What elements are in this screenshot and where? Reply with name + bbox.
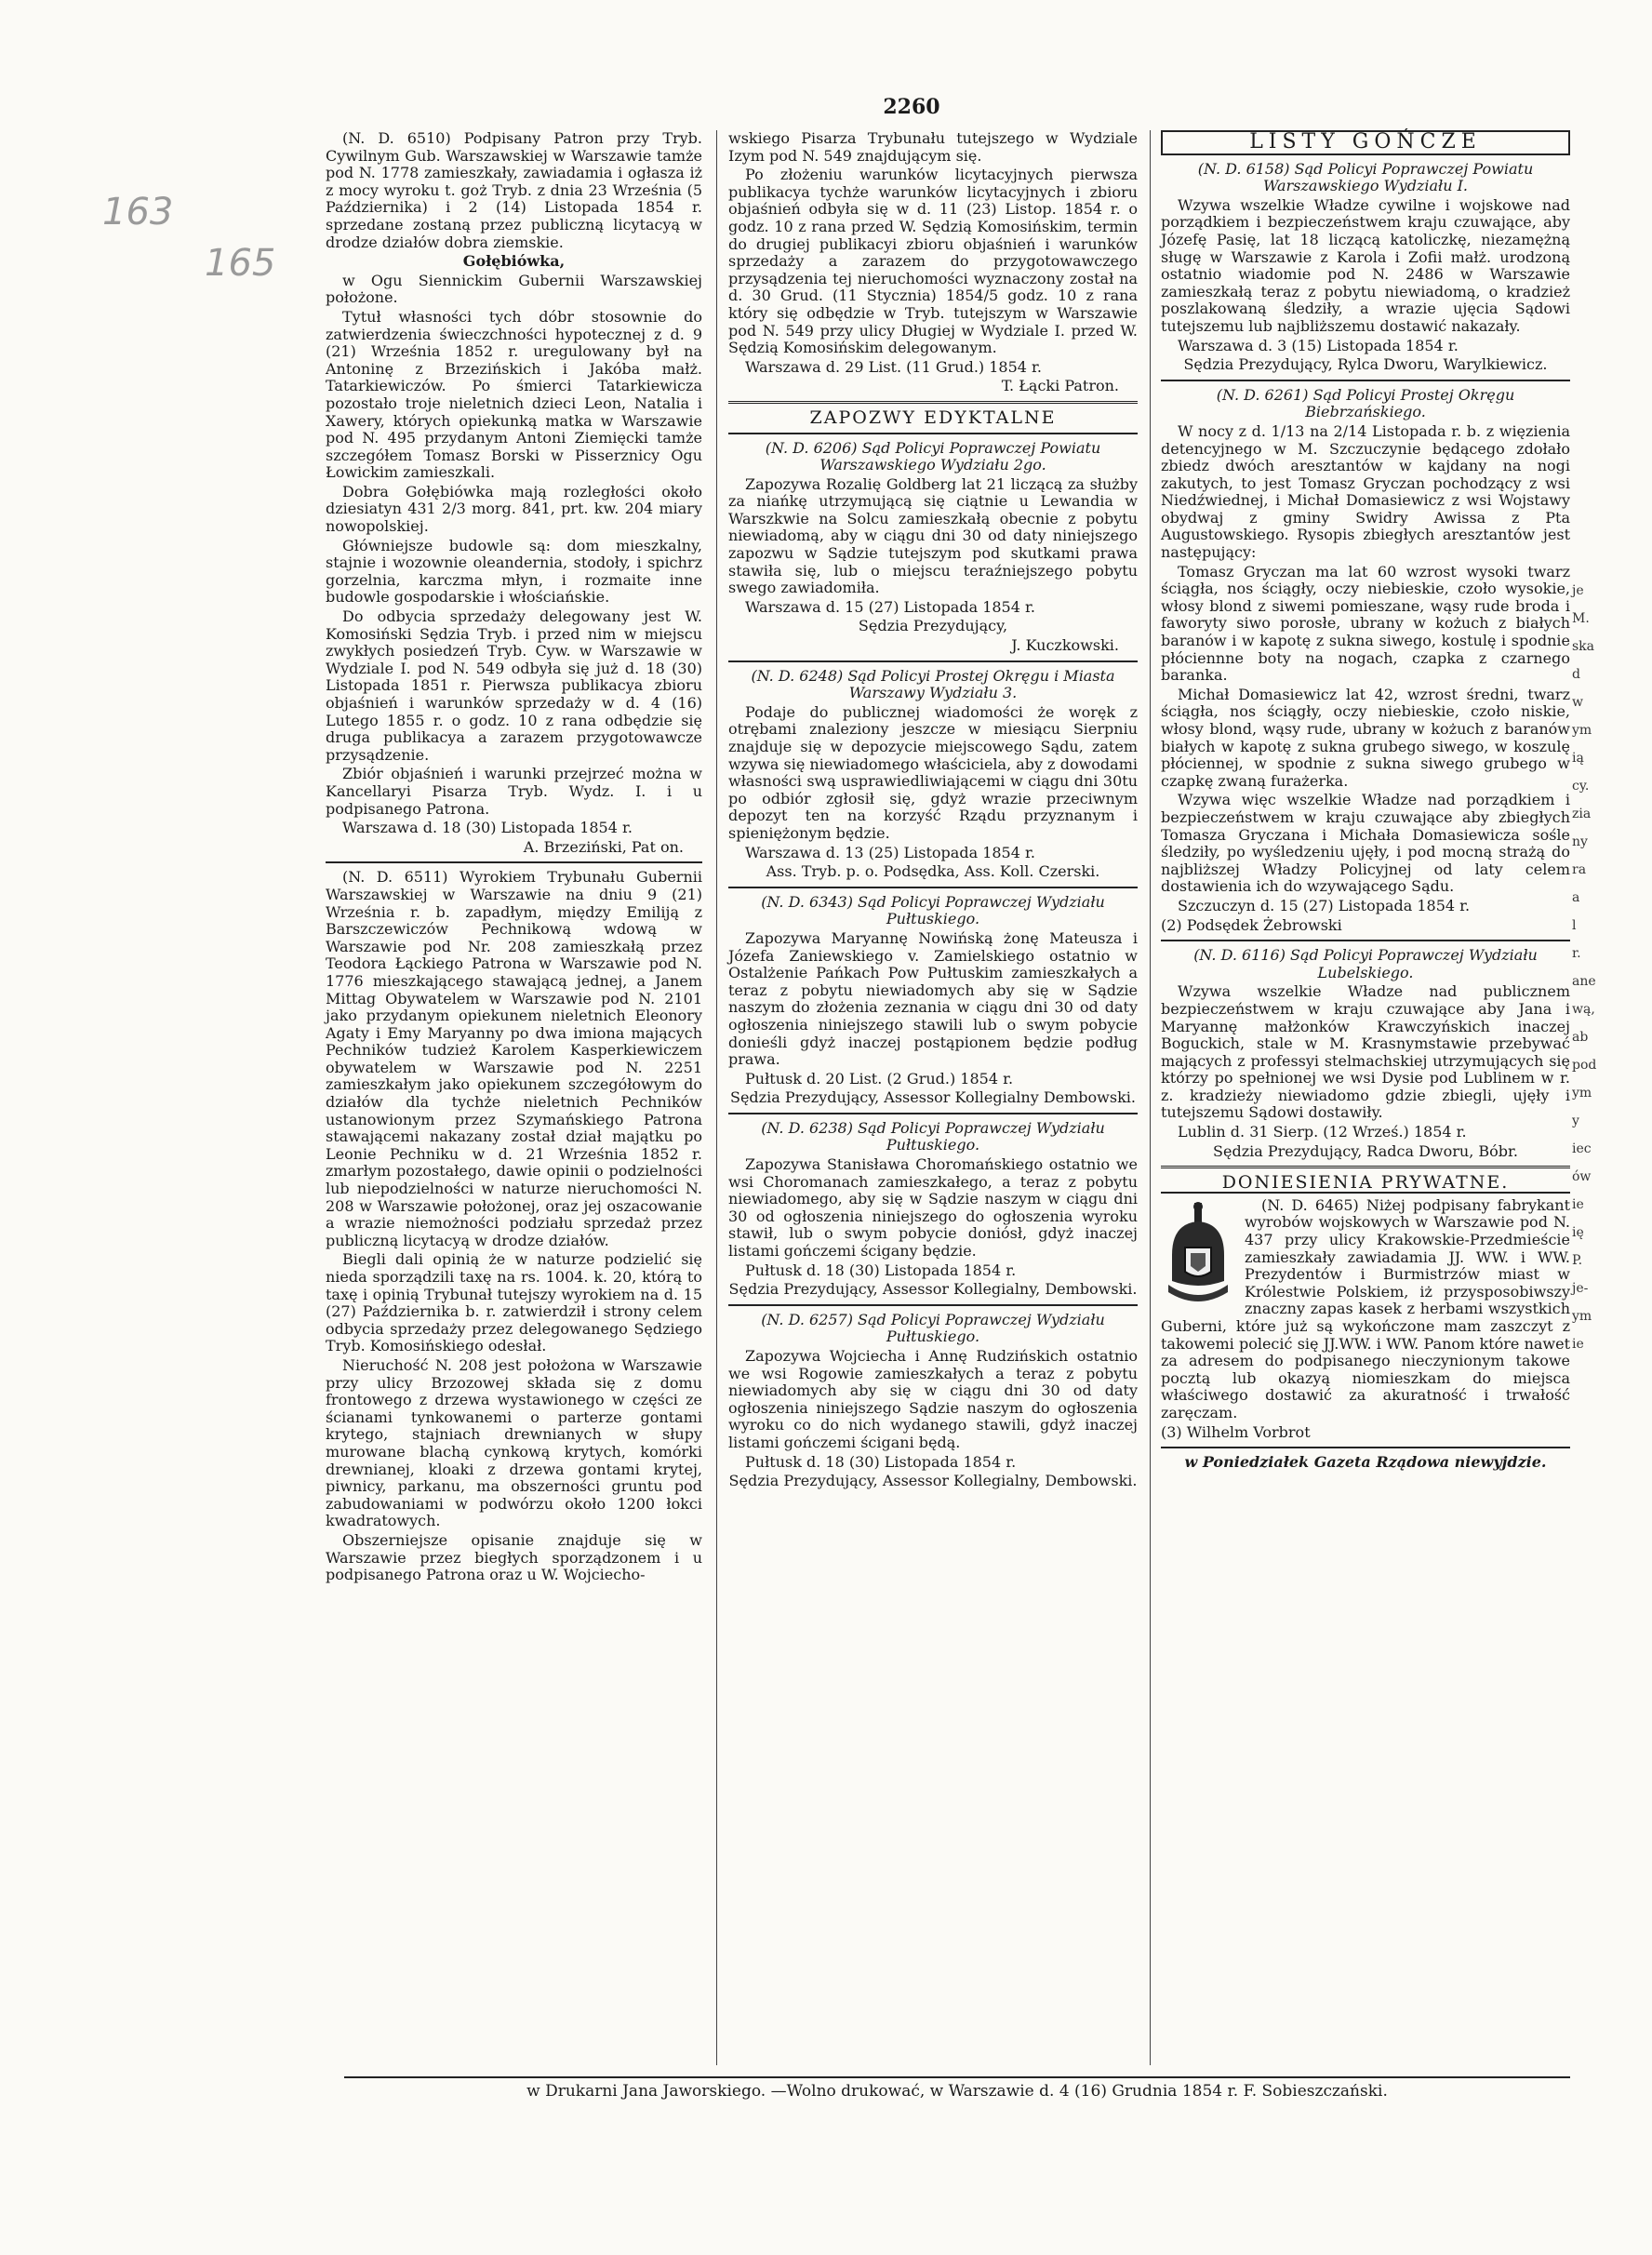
notice-text: Wzywa wszelkie Władze cywilne i wojskowe nad porządkiem i bezpieczeństwem kraju czuwające, aby Józefę Pasię, lat 18 liczącą katoliczkę, niezamężną sługę w Warszawie z Karola i Zofii małż. urodzoną ostatnio wiadomie pod N. 2486 w Warszawie zamieszkałą teraz z pobytu niewiadomą, o kradzież poszlakowaną śledziły, a wrazie ujęcia Sądowi tutejszemu lub najbliższemu dostawić nakazały. (1161, 195, 1570, 335)
notice-signature: A. Brzeziński, Pat on. (523, 837, 684, 856)
section-header-edicts: ZAPOZWY EDYKTALNE (809, 407, 1057, 428)
notice-signature: (2) Podsędek Żebrowski (1161, 915, 1342, 934)
edge-fragment: ane (1572, 974, 1596, 989)
edge-fragment: ym (1572, 1086, 1592, 1101)
notice-signature: Sędzia Prezydujący, Radca Dworu, Bóbr. (1213, 1141, 1518, 1160)
column-2 (728, 130, 1138, 1496)
edge-fragment: je (1572, 583, 1584, 598)
notice-date: Warszawa d. 18 (30) Listopada 1854 r. (342, 819, 633, 837)
edge-fragment: ra (1572, 862, 1587, 877)
edge-fragment: cy. (1572, 779, 1590, 794)
divider (728, 887, 1138, 888)
notice-text: Biegli dali opinią że w naturze podzielić się nieda sporządzili taxę na rs. 1004. k. 20, którą to taxę i opinią Trybunał tutejszy wyrokiem na d. 15 (27) Października b. r. zatwierdził i strony celem odbycia sprzedaży przez delegowanego Sędziego Tryb. Komosińskiego odesłał. (326, 1250, 702, 1355)
notice-date: Pułtusk d. 18 (30) Listopada 1854 r. (745, 1261, 1017, 1279)
section-header-wanted: LISTY GOŃCZE (1161, 130, 1570, 155)
notice-6257 (728, 1312, 1138, 1490)
notice-text: Zapozywa Maryannę Nowińską żonę Mateusza i Józefa Zaniewskiego v. Zamielskiego ostatnio w Ostalżenie Pańkach Pow Pułtuskim zamieszkałych a teraz z pobytu niewiadomych aby się w Sądzie naszym do złożenia zeznania w ciągu dni 30 od daty ogłoszenia niniejszego stawili lub o swym pobycie donieśli gdyż inaczej postąpionem będzie podług prawa. (728, 928, 1138, 1069)
court-name: (N. D. 6261) Sąd Policyi Prostej Okręgu Biebrzańskiego. (1216, 385, 1515, 421)
notice-6510 (326, 130, 702, 856)
edge-fragment: w (1572, 695, 1583, 710)
divider (728, 660, 1138, 662)
court-name: (N. D. 6206) Sąd Policyi Poprawczej Powiatu Warszawskiego Wydziału 2go. (765, 438, 1101, 474)
section-header-private: DONIESIENIA PRYWATNE. (1161, 1174, 1570, 1194)
notice-text: Dobra Gołębiówka mają rozległości około dziesiatyn 431 2/3 morg. 841, prt. kw. 204 miary nowopolskiej. (326, 482, 702, 536)
court-name: (N. D. 6343) Sąd Policyi Poprawczej Wydziału Pułtuskiego. (761, 892, 1105, 928)
edge-fragment: P. (1572, 1253, 1583, 1268)
notice-text: Nieruchość N. 208 jest położona w Warszawie przy ulicy Brzozowej składa się z domu frontowego z drzewa wystawionego w części ze ścianami tynkowanemi o parterze gontami krytego, stajniach drewnianych w słupy murowane blachą cynkową krytych, komórki drewnianej, kloaki z drzewa gontami krytej, piwnicy, parkanu, ma obszerności gruntu pod zabudowaniami w podwórzu około 1200 łokci kwadratowych. (326, 1355, 702, 1530)
notice-6511 (326, 869, 702, 1583)
edge-fragment: ią (1572, 751, 1584, 766)
notice-6206 (728, 440, 1138, 655)
divider (326, 861, 702, 863)
divider (728, 433, 1138, 434)
column-1 (326, 130, 702, 1590)
divider (728, 1113, 1138, 1114)
edge-fragment: d (1572, 667, 1580, 682)
notice-text: Podaje do publicznej wiadomości że woręk z otrębami znaleziony jeszcze w miesiącu Sierpniu znajduje się w depozycie miejscowego Sądu, zatem wzywa się niewiadomego właściciela, aby z dowodami własności swą usprawiedliwiającemi w ciągu dni 30tu po odbiór zgłosił się, gdyż wrazie przeciwnym depozyt ten na korzyść Rządu przyznanym i spieniężonym będzie. (728, 702, 1138, 842)
notice-text: Tomasz Gryczan ma lat 60 wzrost wysoki twarz ściągła, nos ściągły, oczy niebieskie, czoło wysokie, włosy blond z siwemi pomieszane, wąsy rude broda i faworyty siwo porosłe, ubrany w kożuch z białych baranów i w kapotę z sukna siwego, kostulę i spodnie płóciennne boty na nogach, czapka z czarnego baranka. (1161, 562, 1570, 685)
notice-date: Warszawa d. 15 (27) Listopada 1854 r. (745, 597, 1035, 616)
notice-date: Szczuczyn d. 15 (27) Listopada 1854 r. (1178, 896, 1471, 914)
notice-text: wskiego Pisarza Trybunału tutejszego w Wydziale Izym pod N. 549 znajdującym się. (728, 129, 1138, 165)
notice-date: Warszawa d. 29 List. (11 Grud.) 1854 r. (745, 357, 1043, 376)
notice-6465 (1161, 1197, 1570, 1441)
notice-6248 (728, 668, 1138, 881)
notice-date: Lublin d. 31 Sierp. (12 Wrześ.) 1854 r. (1178, 1123, 1467, 1141)
edge-fragment: ów (1572, 1169, 1592, 1184)
column-divider (716, 130, 717, 2065)
notice-6511-continued (728, 130, 1138, 395)
pencil-mark: 165 (205, 242, 276, 285)
edge-fragment: ab (1572, 1030, 1589, 1045)
adjacent-page-fragments (1572, 577, 1628, 1833)
edge-fragment: a (1572, 890, 1580, 905)
court-name: (N. D. 6158) Sąd Policyi Poprawczej Powiatu Warszawskiego Wydziału I. (1197, 159, 1534, 195)
edge-fragment: wą, (1572, 1002, 1595, 1017)
notice-text: (N. D. 6511) Wyrokiem Trybunału Gubernii Warszawskiej w Warszawie na dniu 9 (21) Września r. b. zapadłym, między Emiliją z Barszczewiczów Pechnikową wdową w Warszawie pod Nr. 208 zamieszkałą przez Teodora Łąckiego Patrona w Warszawie pod N. 1776 mieszkającego stawającą jednej, a Janem Mittag Obywatelem w Warszawie pod N. 2101 jako przydanym opiekunem nieletnich Eleonory Agaty i Emy Maryanny po dwa imiona mających Pechników tudzież Karolem Kasperkiewiczem obywatelem w Warszawie pod N. 2251 zamieszkałym jako opiekunem szczegółowym do działów dla tychże nieletnich Pechników ustanowionym przez Szymańskiego Patrona stawającemi nakazany został dział majątku po Leonie Pechniku w d. 21 Września 1852 r. zmarłym pozostałego, dawie opinii o podzielności lub niepodzielności w naturze nieruchomości N. 208 w Warszawie położonej, oraz jej oszacowanie a wrazie niemożności podziału sprzedaż przez publiczną licytacyą w drodze działów. (326, 868, 702, 1249)
estate-name: Gołębiówka, (462, 252, 566, 271)
pencil-mark: 163 (102, 191, 174, 234)
notice-signature: Ass. Tryb. p. o. Podsędka, Ass. Koll. Czerski. (766, 862, 1100, 881)
closing-note: w Poniedziałek Gazeta Rządowa niewyjdzie. (1184, 1453, 1547, 1472)
notice-text: Zapozywa Stanisława Choromańskiego ostatnio we wsi Choromanach zamieszkałego, a teraz z pobytu niewiadomego, aby się w Sądzie naszym w ciągu dni 30 od ogłoszenia niniejszego do ogłoszenia wyroku stawił, lub o swym pobycie doniósł, gdyż inaczej listami gończemi ścigany będzie. (728, 1155, 1138, 1261)
notice-signature: Sędzia Prezydujący, Assessor Kollegialny, Dembowski. (728, 1472, 1138, 1490)
edge-fragment: M. (1572, 611, 1590, 626)
notice-6343 (728, 894, 1138, 1107)
edge-fragment: r. (1572, 946, 1581, 961)
divider (728, 1304, 1138, 1306)
notice-date: Pułtusk d. 18 (30) Listopada 1854 r. (745, 1452, 1017, 1471)
edge-fragment: iec (1572, 1141, 1592, 1156)
court-name: (N. D. 6257) Sąd Policyi Poprawczej Wydziału Pułtuskiego. (761, 1310, 1105, 1346)
military-helmet-image (1161, 1201, 1235, 1311)
notice-text: Wzywa wszelkie Władze nad publicznem bezpieczeństwem w kraju czuwające aby Jana i Maryannę małżonków Krawczyńskich inaczej Boguckich, stale w M. Krasnymstawie przebywać mających z professyi stelmachskiej utrzymujących się którzy po spełnionej we wsi Dysie pod Lublinem w r. z. kradzieży niewiadomo gdzie zbiegli, ujęły i tutejszemu Sądowi dostawiły. (1161, 982, 1570, 1122)
edge-fragment: ie (1572, 1337, 1584, 1352)
notice-signature: Sędzia Prezydujący, Assessor Kollegialny Dembowski. (730, 1088, 1136, 1107)
divider (1161, 380, 1570, 381)
column-divider (1150, 130, 1151, 2065)
notice-date: Pułtusk d. 20 List. (2 Grud.) 1854 r. (745, 1069, 1014, 1087)
notice-text: Do odbycia sprzedaży delegowany jest W. Komosiński Sędzia Tryb. i przed nim w miejscu zwykłych posiedzeń Tryb. Cyw. w Warszawie w Wydziale I. pod N. 549 odbyła się już d. 18 (30) Listopada 1851 r. Pierwsza publikacya zbioru objaśnień i warunków sprzedaży w d. 4 (16) Lutego 1855 r. o godz. 10 z rana odbędzie się druga publikacya a zarazem przygotowawcze przysądzenie. (326, 607, 702, 764)
notice-text: Po złożeniu warunków licytacyjnych pierwsza publikacya tychże warunków licytacyjnych i zbioru objaśnień odbyła się w d. 11 (23) Listop. 1854 r. o godz. 10 z rana przed W. Sędzią Komosińskim, termin do drugiej publikacyi zbioru objaśnień i warunków sprzedaży a zarazem do przygotowawczego przysądzenia tej nieruchomości wyznaczony został na d. 30 Grud. (11 Stycznia) 1854/5 godz. 10 z rana który się odbędzie w Tryb. tutejszym w Warszawie pod N. 549 przy ulicy Długiej w Wydziale I. przed W. Sędzią Komosińskim delegowanym. (728, 166, 1138, 357)
notice-text: Michał Domasiewicz lat 42, wzrost średni, twarz ściągła, nos ściągły, oczy niebieskie, czoło niskie, włosy blond, wąsy rude, ubrany w kożuch z baranów białych w kapotę z sukna grubego siwego, w koszulę płóciennej, w spodnie z sukna siwego grubego w czapkę zwaną furażerka. (1161, 685, 1570, 790)
notice-text: (N. D. 6465) Niżej podpisany fabrykant wyrobów wojskowych w Warszawie pod N. 437 przy ulicy Krakowskie-Przedmieście zamieszkały zawiadamia JJ. WW. i WW. Prezydentów i Burmistrzów miast w Królestwie Polskiem, iż przysposobiwszy znaczny zapas kasek z herbami wszystkich Guberni, które już są wykończone mam zaszczyt z takowemi polecić się JJ.WW. i WW. Panom które nawet za adresem do podpisanego nieczynionym takowe pocztą lub okazyą niomieszkam do miejsca właściwego dostawić za akuratność i trwałość zaręczam. (1161, 1195, 1570, 1421)
edge-fragment: ska (1572, 639, 1595, 654)
notice-date: Warszawa d. 13 (25) Listopada 1854 r. (745, 843, 1035, 861)
edge-fragment: je- (1572, 1281, 1589, 1296)
notice-signature: Sędzia Prezydujący, Assessor Kollegialny, Dembowski. (728, 1280, 1138, 1299)
notice-signature: Sędzia Prezydujący, Rylca Dworu, Warylkiewicz. (1183, 355, 1548, 374)
notice-text: Wzywa więc wszelkie Władze nad porządkiem i bezpieczeństwem w kraju czuwające aby zbiegłych Tomasza Gryczana i Michała Domasiewicza sośle śledziły, po wyśledzeniu ujęły, i pod mocną strażą do najbliższej Władzy Policyjnej od laty celem dostawienia ich do wzywającego Sądu. (1161, 791, 1570, 896)
edge-fragment: ię (1572, 1225, 1584, 1240)
column-3 (1161, 130, 1570, 1474)
notice-text: Tytuł własności tych dóbr stosownie do zatwierdzenia świeczchności hypotecznej z d. 9 (21) Września 1852 r. uregulowany był na Antoninę z Brzezińskich i Jakóba małż. Tatarkiewiczów. Po śmierci Tatarkiewicza pozostało troje nieletnich dzieci Leon, Natalia i Xawery, których opiekunką matka w Warszawie pod N. 495 przydanym Antoni Ziemięcki tamże szczegółem Tomasz Borski w Pisserznicy Ogu Łowickim zamieszkali. (326, 307, 702, 482)
notice-6261 (1161, 387, 1570, 934)
notice-6238 (728, 1120, 1138, 1299)
page-number: 2260 (883, 95, 940, 119)
notice-text: (N. D. 6510) Podpisany Patron przy Tryb. Cywilnym Gub. Warszawskiej w Warszawie tamże pod N. 1778 zamieszkały, zawiadamia i ogłasza iż z mocy wyroku t. goż Tryb. z dnia 23 Września (5 Października) i 2 (14) Listopada 1854 r. sprzedane zostaną przez publiczną licytacyą w drodze działów dobra ziemskie. (326, 129, 702, 251)
notice-signature: Sędzia Prezydujący, (858, 617, 1008, 635)
notice-6158 (1161, 161, 1570, 374)
edge-fragment: pod (1572, 1058, 1597, 1073)
edge-fragment: ym (1572, 1309, 1592, 1324)
notice-text: w Ogu Siennickim Gubernii Warszawskiej położone. (326, 271, 702, 307)
court-name: (N. D. 6248) Sąd Policyi Prostej Okręgu i Miasta Warszawy Wydziału 3. (751, 666, 1115, 702)
notice-text: Zapozywa Rozalię Goldberg lat 21 liczącą za służby za niańkę utrzymującą się ciątnie u Lewandia w Warszkwie na Solcu zamieszkałą obecnie z pobytu niewiadomą, aby w ciągu dni 30 od daty niniejszego zapozwu w Sądzie tutejszym pod skutkami prawa stawiła się, lub o miejscu teraźniejszego pobytu swego zawiadomiła. (728, 474, 1138, 597)
court-name: (N. D. 6238) Sąd Policyi Poprawczej Wydziału Pułtuskiego. (761, 1118, 1105, 1154)
notice-text: Główniejsze budowle są: dom mieszkalny, stajnie i wozownie oleandernia, stodoły, i spichrz gorzelnia, karczma młyn, i rozmaite inne budowle gospodarskie i włościańskie. (326, 536, 702, 607)
notice-date: Warszawa d. 3 (15) Listopada 1854 r. (1178, 336, 1459, 354)
divider (1161, 1447, 1570, 1448)
notice-signature: (3) Wilhelm Vorbrot (1161, 1422, 1311, 1441)
notice-signature: J. Kuczkowski. (1011, 636, 1119, 655)
notice-text: Obszerniejsze opisanie znajduje się w Warszawie przez biegłych sporządzonem i u podpisanego Patrona oraz u W. Wojciecho- (326, 1530, 702, 1584)
edge-fragment: zia (1572, 807, 1592, 821)
edge-fragment: ie (1572, 1197, 1584, 1212)
divider (728, 401, 1138, 404)
notice-signature: T. Łącki Patron. (1001, 377, 1119, 395)
notice-text: W nocy z d. 1/13 na 2/14 Listopada r. b. z więzienia detencyjnego w M. Szczuczynie będącego zdołało zbiedz dwóch aresztantów w kajdany na nogi zakutych, to jest Tomasz Gryczan pochodzący z wsi Niedźwiednej, i Michał Domasiewicz z wsi Wojstawy obydwaj z gminy Swidry Awissa z Pta Augustowskiego. Rysopis zbiegłych aresztantów jest następujący: (1161, 421, 1570, 562)
divider (1161, 940, 1570, 941)
notice-6116 (1161, 947, 1570, 1160)
notice-text: Zapozywa Wojciecha i Annę Rudzińskich ostatnio we wsi Rogowie zamieszkałych a teraz z pobytu niewiadomych aby się w ciągu dni 30 od daty ogłoszenia niniejszego Sądzie naszym do ogłoszenia wyroku co do nich wydanego stawili, gdyż inaczej listami gończemi ścigani będą. (728, 1347, 1138, 1451)
edge-fragment: l (1572, 918, 1577, 933)
divider (1161, 1166, 1570, 1168)
edge-fragment: ym (1572, 723, 1592, 738)
edge-fragment: ny (1572, 834, 1588, 849)
notice-text: Zbiór objaśnień i warunki przejrzeć można w Kancellaryi Pisarza Tryb. Wydz. I. i u podpisanego Patrona. (326, 765, 702, 818)
printer-footer: w Drukarni Jana Jaworskiego. —Wolno drukować, w Warszawie d. 4 (16) Grudnia 1854 r. F. Sobieszczański. (344, 2076, 1570, 2101)
edge-fragment: y (1572, 1114, 1579, 1128)
court-name: (N. D. 6116) Sąd Policyi Poprawczej Wydziału Lubelskiego. (1193, 946, 1538, 981)
